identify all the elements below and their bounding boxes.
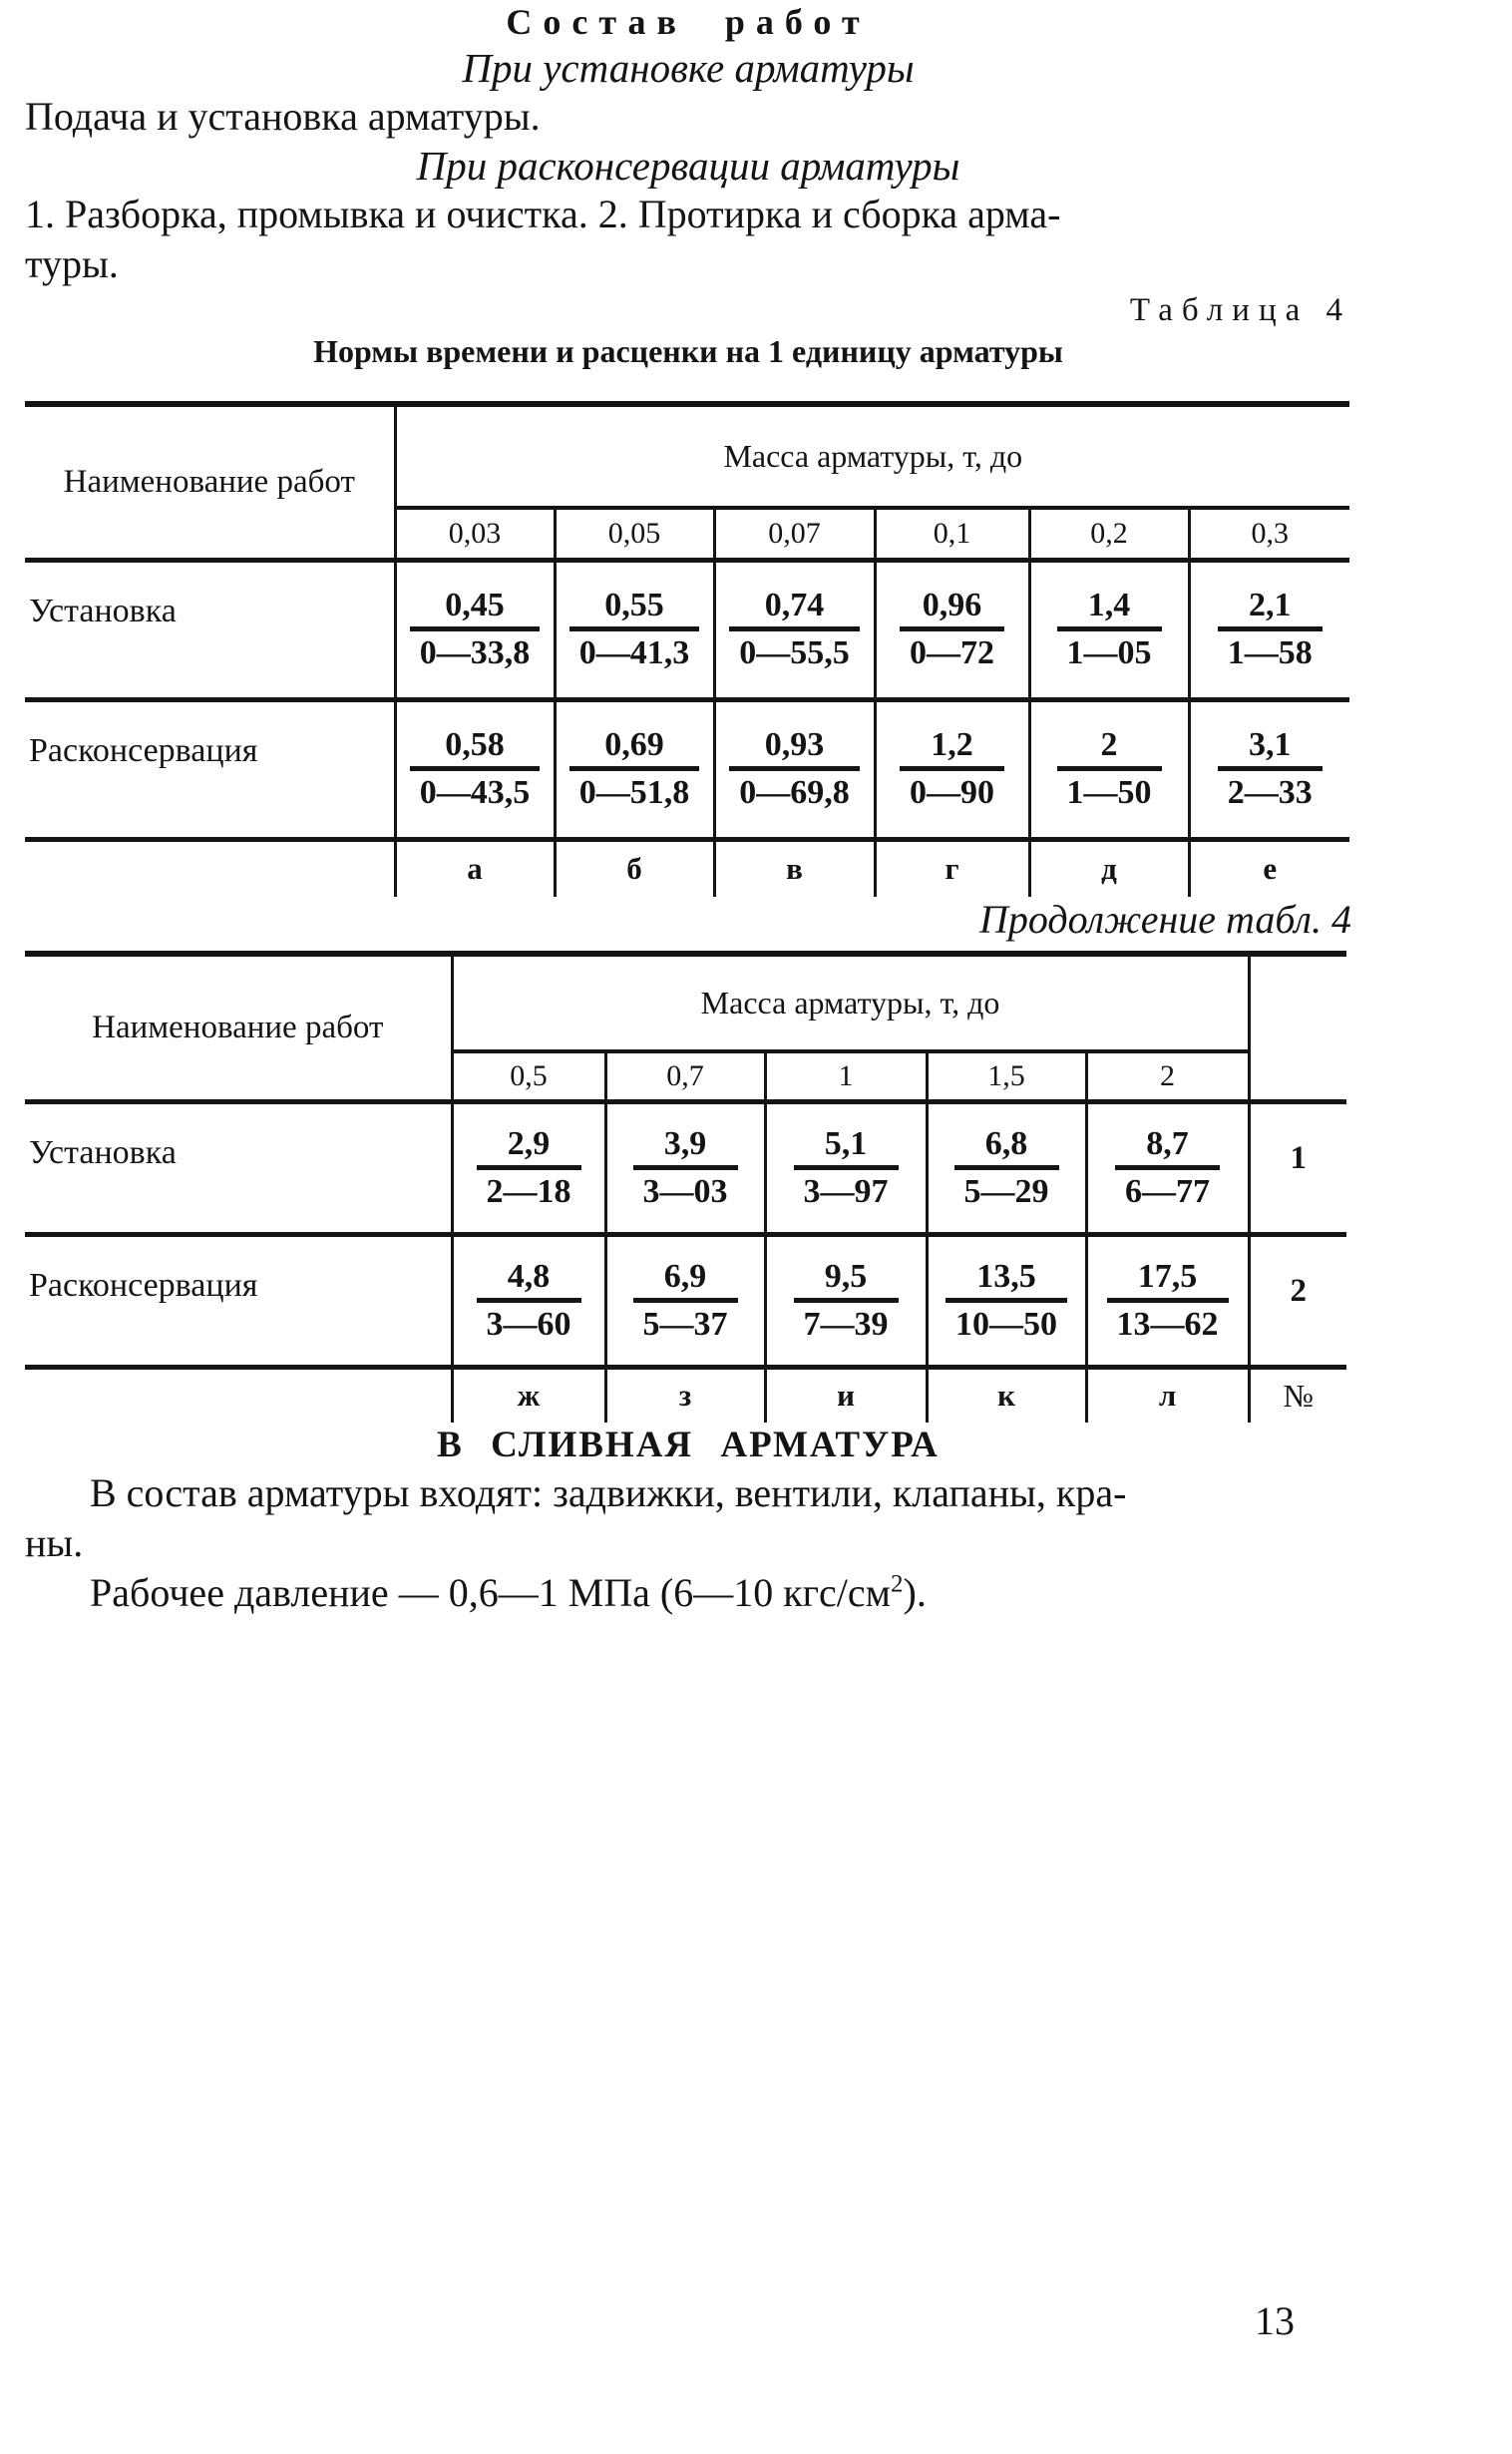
row-label-installation: Установка bbox=[25, 560, 395, 699]
norms-table-continued bbox=[25, 951, 1346, 1423]
norm-cell bbox=[1029, 560, 1189, 699]
norm-fraction: 1,4 1—05 bbox=[1067, 587, 1152, 672]
norm-cell bbox=[1029, 699, 1189, 839]
norm-fraction: 0,74 0—55,5 bbox=[739, 587, 850, 672]
norm-fraction: 2,1 1—58 bbox=[1228, 587, 1313, 672]
norm-cell bbox=[927, 1234, 1086, 1367]
column-index-letter: д bbox=[1029, 839, 1189, 897]
page-number: 13 bbox=[1255, 2298, 1295, 2343]
subheader-mass: 0,05 bbox=[555, 508, 714, 560]
subheading-unpreservation: При расконсервации арматуры bbox=[416, 143, 960, 189]
table-continuation-label: Продолжение табл. 4 bbox=[978, 897, 1351, 942]
row-label-installation: Установка bbox=[25, 1101, 452, 1234]
row-label-unpreservation: Расконсервация bbox=[25, 1234, 452, 1367]
norm-cell bbox=[452, 1234, 605, 1367]
subheader-mass: 0,7 bbox=[605, 1051, 765, 1101]
column-index-letter: и bbox=[765, 1367, 927, 1423]
fraction-bar bbox=[1057, 626, 1162, 631]
norm-cell bbox=[605, 1234, 765, 1367]
subheading-installation: При установке арматуры bbox=[462, 45, 915, 91]
fraction-bar bbox=[1107, 1298, 1229, 1303]
norm-cell bbox=[875, 699, 1029, 839]
norm-fraction: 0,45 0—33,8 bbox=[420, 587, 531, 672]
norm-fraction: 2 1—50 bbox=[1067, 726, 1152, 812]
table-number-label: Таблица 4 bbox=[1129, 292, 1351, 328]
norm-fraction: 4,8 3—60 bbox=[487, 1258, 571, 1344]
subheader-mass: 0,03 bbox=[395, 508, 555, 560]
paragraph-pressure bbox=[25, 1568, 1351, 1618]
norm-cell bbox=[1189, 699, 1349, 839]
column-header-works: Наименование работ bbox=[25, 404, 395, 560]
norm-fraction: 0,58 0—43,5 bbox=[420, 726, 531, 812]
norms-table bbox=[25, 401, 1349, 897]
norm-cell bbox=[765, 1101, 927, 1234]
column-index-letter: г bbox=[875, 839, 1029, 897]
norm-cell bbox=[1189, 560, 1349, 699]
fraction-bar bbox=[410, 626, 541, 631]
subheader-mass: 0,1 bbox=[875, 508, 1029, 560]
fraction-bar bbox=[633, 1298, 738, 1303]
subheader-mass: 1 bbox=[765, 1051, 927, 1101]
empty-cell bbox=[25, 1367, 452, 1423]
fraction-bar bbox=[410, 766, 541, 771]
paragraph-installation: Подача и установка арматуры. bbox=[25, 94, 541, 139]
empty-cell bbox=[25, 839, 395, 897]
norm-fraction: 0,93 0—69,8 bbox=[739, 726, 850, 812]
section-b-heading: В СЛИВНАЯ АРМАТУРА bbox=[437, 1425, 940, 1465]
subheader-mass: 0,07 bbox=[714, 508, 875, 560]
norm-cell bbox=[765, 1234, 927, 1367]
fraction-bar bbox=[729, 766, 860, 771]
subheader-mass: 0,3 bbox=[1189, 508, 1349, 560]
norm-cell bbox=[1086, 1101, 1249, 1234]
norm-fraction: 3,9 3—03 bbox=[643, 1125, 728, 1211]
fraction-bar bbox=[1057, 766, 1162, 771]
norm-fraction: 3,1 2—33 bbox=[1228, 726, 1313, 812]
pressure-text: Рабочее давление — 0,6—1 МПа (6—10 кгс/см bbox=[90, 1570, 891, 1615]
norm-cell bbox=[605, 1101, 765, 1234]
table-title: Нормы времени и расценки на 1 единицу арматуры bbox=[313, 333, 1063, 369]
column-header-works: Наименование работ bbox=[25, 954, 452, 1101]
column-index-letter: в bbox=[714, 839, 875, 897]
span-header-mass: Масса арматуры, т, до bbox=[452, 954, 1249, 1051]
span-header-mass: Масса арматуры, т, до bbox=[395, 404, 1349, 508]
paragraph-composition-line2: ны. bbox=[25, 1520, 84, 1565]
fraction-bar bbox=[954, 1165, 1059, 1170]
paragraph-unpreservation-line1: 1. Разборка, промывка и очистка. 2. Протирка и сборка арма- bbox=[25, 192, 1061, 236]
norm-fraction: 17,5 13—62 bbox=[1117, 1258, 1219, 1344]
norm-fraction: 5,1 3—97 bbox=[804, 1125, 889, 1211]
fraction-bar bbox=[794, 1165, 899, 1170]
norm-fraction: 13,5 10—50 bbox=[955, 1258, 1057, 1344]
norm-cell bbox=[555, 699, 714, 839]
fraction-bar bbox=[477, 1165, 581, 1170]
fraction-bar bbox=[794, 1298, 899, 1303]
column-index-letter: к bbox=[927, 1367, 1086, 1423]
subheader-mass: 2 bbox=[1086, 1051, 1249, 1101]
page-content bbox=[25, 0, 1351, 1618]
fraction-bar bbox=[569, 766, 700, 771]
fraction-bar bbox=[477, 1298, 581, 1303]
norm-cell bbox=[395, 699, 555, 839]
fraction-bar bbox=[900, 766, 1004, 771]
column-index-letter: б bbox=[555, 839, 714, 897]
fraction-bar bbox=[569, 626, 700, 631]
paragraph-unpreservation-line2: туры. bbox=[25, 241, 119, 286]
subheader-mass: 0,2 bbox=[1029, 508, 1189, 560]
fraction-bar bbox=[900, 626, 1004, 631]
norm-fraction: 2,9 2—18 bbox=[487, 1125, 571, 1211]
norm-fraction: 0,55 0—41,3 bbox=[579, 587, 690, 672]
column-index-letter: л bbox=[1086, 1367, 1249, 1423]
number-column-label: № bbox=[1283, 1377, 1315, 1414]
fraction-bar bbox=[633, 1165, 738, 1170]
row-number: 2 bbox=[1249, 1234, 1346, 1367]
norm-fraction: 9,5 7—39 bbox=[804, 1258, 889, 1344]
paragraph-composition-line1: В состав арматуры входят: задвижки, вентили, клапаны, кра- bbox=[90, 1470, 1127, 1515]
norm-fraction: 0,96 0—72 bbox=[910, 587, 994, 672]
norm-fraction: 0,69 0—51,8 bbox=[579, 726, 690, 812]
fraction-bar bbox=[729, 626, 860, 631]
fraction-bar bbox=[1218, 766, 1323, 771]
empty-number-header bbox=[1249, 954, 1346, 1101]
subheader-mass: 0,5 bbox=[452, 1051, 605, 1101]
norm-cell bbox=[875, 560, 1029, 699]
subheader-mass: 1,5 bbox=[927, 1051, 1086, 1101]
norm-cell bbox=[1086, 1234, 1249, 1367]
column-index-letter: а bbox=[395, 839, 555, 897]
norm-fraction: 6,8 5—29 bbox=[964, 1125, 1049, 1211]
fraction-bar bbox=[945, 1298, 1067, 1303]
norm-fraction: 6,9 5—37 bbox=[643, 1258, 728, 1344]
norm-fraction: 8,7 6—77 bbox=[1125, 1125, 1210, 1211]
pressure-superscript: 2 bbox=[891, 1570, 904, 1598]
norm-fraction: 1,2 0—90 bbox=[910, 726, 994, 812]
column-index-letter: з bbox=[605, 1367, 765, 1423]
norm-cell bbox=[714, 560, 875, 699]
column-index-letter: ж bbox=[452, 1367, 605, 1423]
pressure-text-end: ). bbox=[903, 1570, 927, 1615]
page-title: Состав работ bbox=[506, 2, 871, 42]
fraction-bar bbox=[1115, 1165, 1220, 1170]
norm-cell bbox=[714, 699, 875, 839]
norm-cell bbox=[555, 560, 714, 699]
column-index-letter: е bbox=[1263, 851, 1278, 887]
fraction-bar bbox=[1218, 626, 1323, 631]
norm-cell bbox=[395, 560, 555, 699]
row-number: 1 bbox=[1249, 1101, 1346, 1234]
norm-cell bbox=[452, 1101, 605, 1234]
row-label-unpreservation: Расконсервация bbox=[25, 699, 395, 839]
norm-cell bbox=[927, 1101, 1086, 1234]
